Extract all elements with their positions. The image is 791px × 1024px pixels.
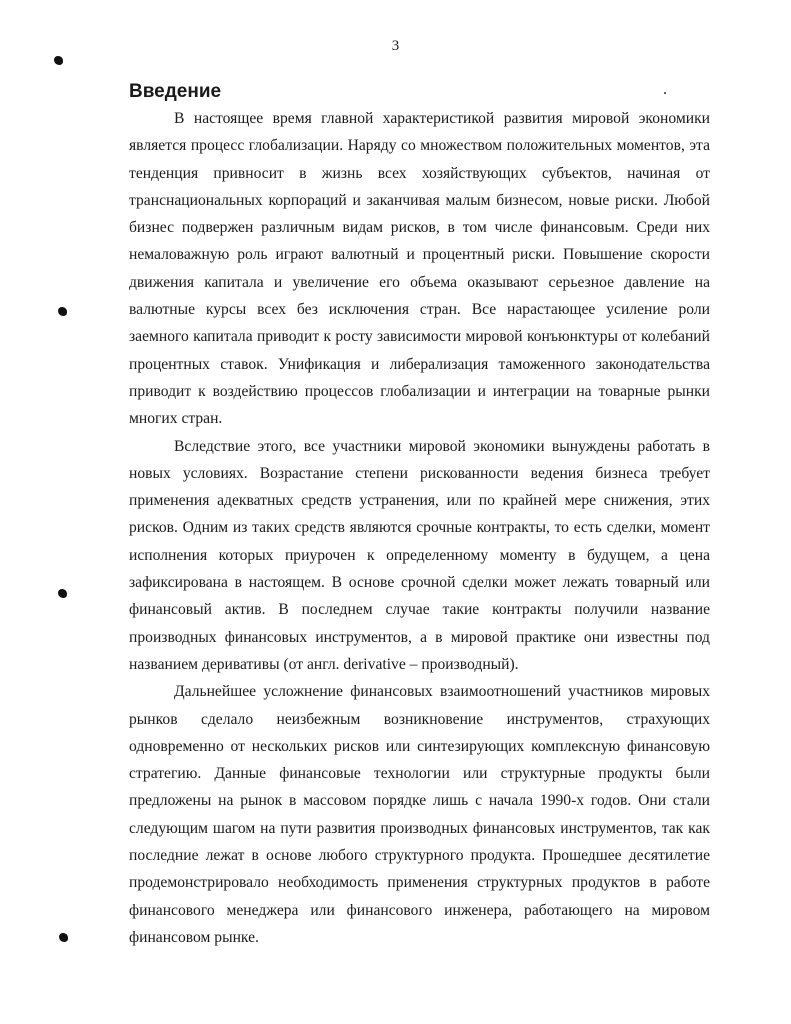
punch-hole-mark [54, 56, 63, 65]
body-text [129, 105, 710, 951]
section-heading: Введение [129, 81, 222, 102]
paragraph-1: В настоящее время главной характеристикой развития мировой экономики является процесс глобализации. Наряду со множеством положительных моментов, эта тенденция привносит в жизнь всех хозяйствующих субъектов, начиная от транснациональных корпораций и заканчивая малым бизнесом, новые риски. Любой бизнес подвержен различным видам рисков, в том числе финансовым. Среди них немаловажную роль играют валютный и процентный риски. Повышение скорости движения капитала и увеличение его объема оказывают серьезное давление на валютные курсы всех без исключения стран. Все нарастающее усиление роли заемного капитала приводит к росту зависимости мировой конъюнктуры от колебаний процентных ставок. Унификация и либерализация таможенного законодательства приводит к воздействию процессов глобализации и интеграции на товарные рынки многих стран. [129, 110, 710, 428]
paragraph-2: Вследствие этого, все участники мировой экономики вынуждены работать в новых условиях. Возрастание степени рискованности ведения бизнеса требует применения адекватных средств устранения, или по крайней мере снижения, этих рисков. Одним из таких средств являются срочные контракты, то есть сделки, момент исполнения которых приурочен к определенному моменту в будущем, а цена зафиксирована в настоящем. В основе срочной сделки может лежать товарный или финансовый актив. В последнем случае такие контракты получили название производных финансовых инструментов, а в мировой практике они известны под названием деривативы (от англ. derivative – производный). [129, 437, 710, 673]
punch-hole-mark [58, 307, 67, 316]
page-number: 3 [391, 38, 400, 54]
paragraph-3: Дальнейшее усложнение финансовых взаимоотношений участников мировых рынков сделало неизбежным возникновение инструментов, страхующих одновременно от нескольких рисков или синтезирующих комплексную финансовую стратегию. Данные финансовые технологии или структурные продукты были предложены на рынок в массовом порядке лишь с начала 1990-х годов. Они стали следующим шагом на пути развития производных финансовых инструментов, так как последние лежат в основе любого структурного продукта. Прошедшее десятилетие продемонстрировало необходимость применения структурных продуктов в работе финансового менеджера или финансового инженера, работающего на мировом финансовом рынке. [129, 683, 710, 946]
scan-speck [664, 92, 666, 94]
punch-hole-mark [58, 589, 67, 598]
punch-hole-mark [59, 933, 68, 942]
